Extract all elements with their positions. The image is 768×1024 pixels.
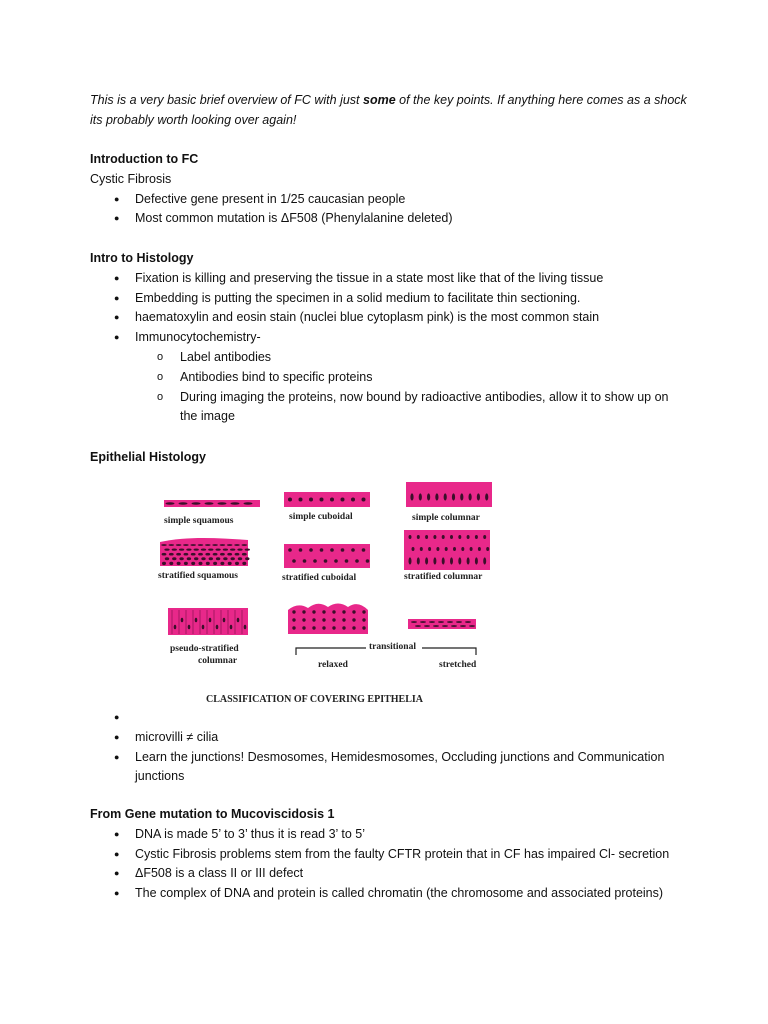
nucleus [342,610,345,613]
nucleus [230,549,235,551]
nucleus [231,557,235,560]
nucleus [302,610,305,613]
nucleus [424,625,430,627]
label-stratified-columnar: stratified columnar [404,572,483,582]
nucleus [417,535,420,539]
section-epithelial-points [90,708,690,787]
nucleus [198,544,204,546]
nucleus [341,498,345,502]
nucleus [309,548,313,552]
list-item: ● ΔF508 is a class II or III defect [90,864,690,884]
nucleus [342,618,345,621]
nucleus [410,493,413,500]
nucleus [334,559,338,563]
nucleus [342,626,345,629]
list-item: ● DNA is made 5’ to 3’ thus it is read 3’ to 5’ [90,825,690,845]
label-stratified-cuboidal: stratified cuboidal [282,573,357,583]
nucleus [244,625,247,630]
nucleus [169,562,173,565]
nucleus [433,557,436,564]
sub-list-item: o Antibodies bind to specific proteins [135,368,690,388]
nucleus [478,547,481,551]
nucleus [442,535,445,539]
nucleus [201,557,205,560]
section-heading: Intro to Histology [90,251,194,265]
nucleus [419,493,422,500]
nucleus [324,559,328,563]
label-transitional: transitional [369,642,416,652]
nucleus [420,621,426,623]
transitional-relaxed-tissue [288,604,368,635]
stratified-columnar-tissue [404,530,490,570]
nucleus [223,549,228,551]
nucleus [442,557,445,564]
nucleus [161,544,167,546]
nucleus [238,557,242,560]
nucleus [242,544,248,546]
nucleus [467,535,470,539]
nucleus [292,618,295,621]
bullet-list [90,269,690,427]
nucleus [313,559,317,563]
nucleus [194,557,198,560]
nucleus [181,618,184,623]
nucleus [194,549,199,551]
nucleus [320,548,324,552]
list-item: ● Defective gene present in 1/25 caucasian people [90,190,690,210]
nucleus [470,547,473,551]
sub-list-item: o During imaging the proteins, now bound by radioactive antibodies, allow it to show up on the image [135,388,675,428]
nucleus [467,557,470,564]
nucleus [205,553,210,556]
nucleus [412,547,415,551]
label-relaxed: relaxed [318,660,348,670]
simple-columnar-tissue [406,482,492,507]
nucleus [309,498,313,502]
nucleus [486,547,489,551]
section-heading: Epithelial Histology [90,450,206,464]
nucleus [227,544,233,546]
section-epithelial-heading [90,448,690,468]
nucleus [202,625,205,630]
nucleus [220,562,224,565]
nucleus [477,493,480,500]
nucleus [244,502,253,505]
label-pseudo-stratified: pseudo-stratified [170,644,239,654]
nucleus [425,557,428,564]
nucleus [330,498,334,502]
nucleus [469,493,472,500]
nucleus [209,557,213,560]
nucleus [438,621,444,623]
nucleus [235,562,239,565]
nucleus [213,553,218,556]
nucleus [198,553,203,556]
list-item: ● microvilli ≠ cilia [90,728,690,748]
list-item: ● The complex of DNA and protein is called chromatin (the chromosome and associated proteins) [90,884,690,904]
section-subheading: Cystic Fibrosis [90,171,172,186]
nucleus [362,548,366,552]
nucleus [453,547,456,551]
nucleus [320,498,324,502]
nucleus [288,498,292,502]
nucleus [242,562,246,565]
stratified-cuboidal-tissue [284,544,370,568]
nucleus [227,553,232,556]
nucleus [220,553,225,556]
nucleus [341,548,345,552]
intro-text-part2: of the key points. If anything here comes as a shock its probably worth looking over again! [90,93,687,127]
nucleus [429,621,435,623]
label-columnar: columnar [198,656,238,666]
nucleus [292,559,296,563]
nucleus [199,562,203,565]
section-gene-mutation [90,805,690,904]
nucleus [461,547,464,551]
nucleus [165,557,169,560]
nucleus [351,548,355,552]
nucleus [458,535,461,539]
nucleus [322,618,325,621]
nucleus [208,549,213,551]
nucleus [192,502,201,505]
nucleus [362,498,366,502]
nucleus [303,559,307,563]
nucleus [433,625,439,627]
stratified-squamous-tissue [160,538,250,566]
nucleus [162,562,166,565]
nucleus [409,557,412,564]
nucleus [411,621,417,623]
nucleus [195,618,198,623]
sub-list-item: o Label antibodies [135,348,690,368]
nucleus [206,562,210,565]
nucleus [458,557,461,564]
nucleus [447,621,453,623]
intro-paragraph [90,91,690,131]
nucleus [452,493,455,500]
nucleus [312,626,315,629]
nucleus [352,626,355,629]
figure-caption: CLASSIFICATION OF COVERING EPITHELIA [206,694,423,705]
nucleus [442,625,448,627]
list-item: ● Cystic Fibrosis problems stem from the faulty CFTR protein that in CF has impaired Cl- secretion [90,845,690,865]
list-item [90,328,690,427]
nucleus [362,618,365,621]
nucleus [436,547,439,551]
nucleus [351,498,355,502]
nucleus [352,618,355,621]
nucleus [312,618,315,621]
nucleus [162,553,167,556]
nucleus [299,498,303,502]
transitional-stretched-tissue [408,619,476,629]
nucleus [352,610,355,613]
nucleus [451,625,457,627]
nucleus [428,547,431,551]
nucleus [322,626,325,629]
nucleus [450,535,453,539]
nucleus [450,557,453,564]
nucleus [355,559,359,563]
nucleus [223,618,226,623]
nucleus [179,502,188,505]
nucleus [332,618,335,621]
simple-squamous-tissue [164,500,260,507]
intro-text-part1: This is a very basic brief overview of FC with just [90,93,363,107]
list-item: ● Embedding is putting the specimen in a solid medium to facilitate thin sectioning. [90,289,690,309]
nucleus [460,493,463,500]
nucleus [187,557,191,560]
nucleus [205,544,211,546]
nucleus [184,553,189,556]
nucleus [169,553,174,556]
nucleus [302,626,305,629]
nucleus [172,557,176,560]
nucleus [237,618,240,623]
nucleus [299,548,303,552]
nucleus [230,625,233,630]
nucleus [435,493,438,500]
nucleus [176,553,181,556]
nucleus [366,559,370,563]
nucleus [433,535,436,539]
nucleus [188,625,191,630]
nucleus [362,626,365,629]
bullet-list [90,190,690,230]
nucleus [223,557,227,560]
nucleus [245,549,250,551]
list-item: ● Most common mutation is ΔF508 (Phenylalanine deleted) [90,209,690,229]
nucleus [179,549,184,551]
simple-cuboidal-tissue [284,492,370,507]
nucleus [191,553,196,556]
nucleus [174,625,177,630]
nucleus [312,610,315,613]
list-item [90,708,690,728]
nucleus [218,502,227,505]
label-stretched: stretched [439,660,477,670]
nucleus [234,544,240,546]
nucleus [302,618,305,621]
nucleus [330,548,334,552]
pseudo-stratified-columnar-tissue [168,608,248,635]
nucleus [245,557,249,560]
list-item: ● haematoxylin and eosin stain (nuclei blue cytoplasm pink) is the most common stain [90,308,690,328]
nucleus [216,625,219,630]
nucleus [166,502,175,505]
epithelia-diagram [148,470,512,714]
nucleus [228,562,232,565]
nucleus [415,625,421,627]
nucleus [183,544,189,546]
nucleus [201,549,206,551]
nucleus [235,553,240,556]
section-intro-fc [90,150,690,229]
nucleus [409,535,412,539]
nucleus [164,549,169,551]
nucleus [212,544,218,546]
nucleus [191,562,195,565]
nucleus [216,557,220,560]
section-heading: From Gene mutation to Mucoviscidosis 1 [90,807,335,821]
nucleus [237,549,242,551]
list-item: ● Learn the junctions! Desmosomes, Hemidesmosomes, Occluding junctions and Communication junctions [90,748,675,788]
list-item: ● Fixation is killing and preserving the tissue in a state most like that of the living tissue [90,269,690,289]
nucleus [220,544,226,546]
label-simple-cuboidal: simple cuboidal [289,512,353,522]
nucleus [483,535,486,539]
nucleus [444,493,447,500]
nucleus [213,562,217,565]
label-stratified-squamous: stratified squamous [158,571,238,581]
sub-bullet-list [90,348,690,427]
nucleus [469,625,475,627]
nucleus [169,544,175,546]
nucleus [322,610,325,613]
nucleus [483,557,486,564]
label-simple-squamous: simple squamous [164,516,234,526]
nucleus [475,557,478,564]
nucleus [216,549,221,551]
nucleus [445,547,448,551]
nucleus [205,502,214,505]
nucleus [186,549,191,551]
nucleus [292,610,295,613]
nucleus [288,548,292,552]
nucleus [420,547,423,551]
nucleus [332,610,335,613]
nucleus [292,626,295,629]
nucleus [427,493,430,500]
nucleus [176,544,182,546]
intro-emphasis: some [363,93,396,107]
nucleus [177,562,181,565]
nucleus [179,557,183,560]
epithelia-classification-figure [148,470,512,714]
nucleus [209,618,212,623]
nucleus [231,502,240,505]
bullet-list [90,708,690,787]
list-item-label: Immunocytochemistry- [135,330,261,345]
nucleus [456,621,462,623]
nucleus [475,535,478,539]
section-intro-histology [90,249,690,427]
nucleus [172,549,177,551]
nucleus [465,621,471,623]
nucleus [425,535,428,539]
nucleus [190,544,196,546]
nucleus [242,553,247,556]
nucleus [345,559,349,563]
section-heading: Introduction to FC [90,152,199,166]
nucleus [485,493,488,500]
nucleus [417,557,420,564]
nucleus [460,625,466,627]
nucleus [362,610,365,613]
nucleus [184,562,188,565]
bullet-list [90,825,690,904]
label-simple-columnar: simple columnar [412,513,480,523]
nucleus [332,626,335,629]
